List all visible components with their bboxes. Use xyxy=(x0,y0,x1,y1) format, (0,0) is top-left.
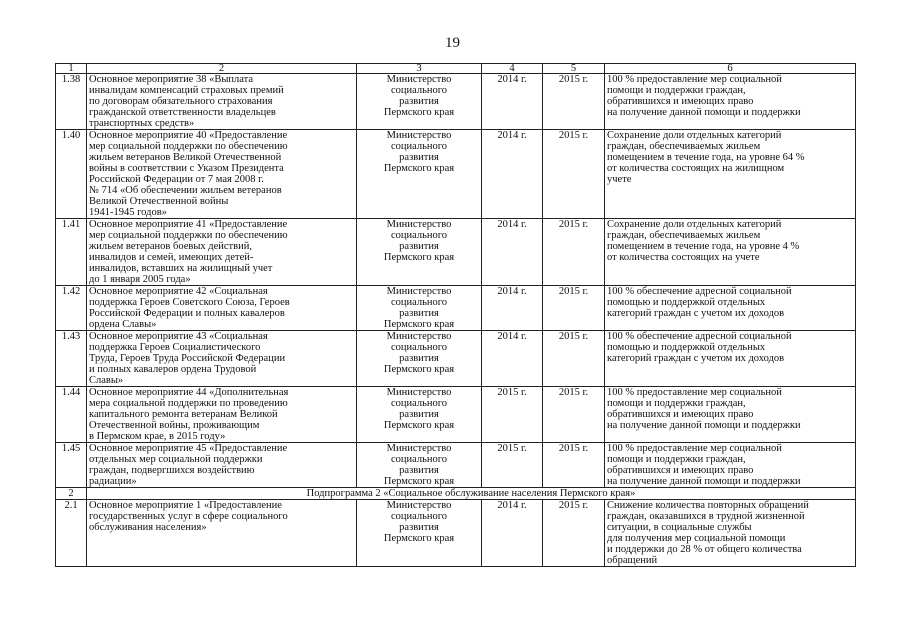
start-year: 2014 г. xyxy=(482,500,543,567)
executor: Министерство социального развития Пермского края xyxy=(357,387,482,443)
measure-name: Основное мероприятие 45 «Предоставление отдельных мер социальной поддержки граждан, подвергшихся воздействию радиации» xyxy=(87,443,357,488)
subprogram-title: Подпрограмма 2 «Социальное обслуживание населения Пермского края» xyxy=(87,488,856,500)
end-year: 2015 г. xyxy=(543,331,605,387)
column-number-row xyxy=(56,64,856,74)
table-row xyxy=(56,500,856,567)
measure-name: Основное мероприятие 1 «Предоставление государственных услуг в сфере социального обслуживания населения» xyxy=(87,500,357,567)
start-year: 2014 г. xyxy=(482,286,543,331)
executor: Министерство социального развития Пермского края xyxy=(357,443,482,488)
measures-table xyxy=(55,63,856,567)
end-year: 2015 г. xyxy=(543,443,605,488)
measure-number: 1.41 xyxy=(56,219,87,286)
table-row xyxy=(56,387,856,443)
end-year: 2015 г. xyxy=(543,387,605,443)
table-row xyxy=(56,219,856,286)
table-row xyxy=(56,286,856,331)
subprogram-row xyxy=(56,488,856,500)
expected-result: 100 % обеспечение адресной социальной помощью и поддержкой отдельных категорий граждан с учетом их доходов xyxy=(605,331,856,387)
start-year: 2014 г. xyxy=(482,219,543,286)
column-header: 3 xyxy=(357,64,482,74)
executor: Министерство социального развития Пермского края xyxy=(357,219,482,286)
measure-number: 1.42 xyxy=(56,286,87,331)
start-year: 2015 г. xyxy=(482,443,543,488)
table-row xyxy=(56,130,856,219)
expected-result: Сохранение доли отдельных категорий граждан, обеспечиваемых жильем помещением в течение года, на уровне 4 % от количества состоящих на учете xyxy=(605,219,856,286)
executor: Министерство социального развития Пермского края xyxy=(357,74,482,130)
end-year: 2015 г. xyxy=(543,74,605,130)
expected-result: 100 % предоставление мер социальной помощи и поддержки граждан, обратившихся и имеющих право на получение данной помощи и поддержки xyxy=(605,443,856,488)
measure-number: 1.38 xyxy=(56,74,87,130)
executor: Министерство социального развития Пермского края xyxy=(357,331,482,387)
column-header: 4 xyxy=(482,64,543,74)
column-header: 5 xyxy=(543,64,605,74)
expected-result: 100 % предоставление мер социальной помощи и поддержки граждан, обратившихся и имеющих право на получение данной помощи и поддержки xyxy=(605,387,856,443)
measure-name: Основное мероприятие 40 «Предоставление мер социальной поддержки по обеспечению жильем ветеранов Великой Отечественной войны в соответствии с Указом Президента Российской Федерации от 7 мая 2008 г. № 714 «Об обеспечении жильем ветеранов Великой Отечественной войны 1941-1945 годов» xyxy=(87,130,357,219)
measure-number: 2.1 xyxy=(56,500,87,567)
end-year: 2015 г. xyxy=(543,500,605,567)
measure-number: 1.45 xyxy=(56,443,87,488)
start-year: 2014 г. xyxy=(482,74,543,130)
start-year: 2014 г. xyxy=(482,331,543,387)
start-year: 2014 г. xyxy=(482,130,543,219)
measure-name: Основное мероприятие 44 «Дополнительная мера социальной поддержки по проведению капитального ремонта ветеранам Великой Отечественной войны, проживающим в Пермском крае, в 2015 году» xyxy=(87,387,357,443)
expected-result: 100 % предоставление мер социальной помощи и поддержки граждан, обратившихся и имеющих право на получение данной помощи и поддержки xyxy=(605,74,856,130)
executor: Министерство социального развития Пермского края xyxy=(357,130,482,219)
measure-name: Основное мероприятие 43 «Социальная поддержка Героев Социалистического Труда, Героев Труда Российской Федерации и полных кавалеров ордена Трудовой Славы» xyxy=(87,331,357,387)
measure-name: Основное мероприятие 41 «Предоставление мер социальной поддержки по обеспечению жильем ветеранов боевых действий, инвалидов и семей, имеющих детей- инвалидов, вставших на жилищный учет до 1 января 2005 года» xyxy=(87,219,357,286)
end-year: 2015 г. xyxy=(543,219,605,286)
page-number: 19 xyxy=(445,35,460,51)
subprogram-number: 2 xyxy=(56,488,87,500)
measure-number: 1.44 xyxy=(56,387,87,443)
start-year: 2015 г. xyxy=(482,387,543,443)
measure-name: Основное мероприятие 38 «Выплата инвалидам компенсаций страховых премий по договорам обязательного страхования гражданской ответственности владельцев транспортных средств» xyxy=(87,74,357,130)
measure-name: Основное мероприятие 42 «Социальная поддержка Героев Советского Союза, Героев Российской Федерации и полных кавалеров ордена Славы» xyxy=(87,286,357,331)
column-header: 2 xyxy=(87,64,357,74)
column-header: 6 xyxy=(605,64,856,74)
expected-result: Снижение количества повторных обращений граждан, оказавшихся в трудной жизненной ситуации, в социальные службы для получения мер социальной помощи и поддержки до 28 % от общего количества обращений xyxy=(605,500,856,567)
measure-number: 1.43 xyxy=(56,331,87,387)
table-row xyxy=(56,443,856,488)
column-header: 1 xyxy=(56,64,87,74)
table-row xyxy=(56,331,856,387)
executor: Министерство социального развития Пермского края xyxy=(357,286,482,331)
table-row xyxy=(56,74,856,130)
expected-result: Сохранение доли отдельных категорий граждан, обеспечиваемых жильем помещением в течение года, на уровне 64 % от количества состоящих на жилищном учете xyxy=(605,130,856,219)
executor: Министерство социального развития Пермского края xyxy=(357,500,482,567)
expected-result: 100 % обеспечение адресной социальной помощью и поддержкой отдельных категорий граждан с учетом их доходов xyxy=(605,286,856,331)
end-year: 2015 г. xyxy=(543,286,605,331)
end-year: 2015 г. xyxy=(543,130,605,219)
measure-number: 1.40 xyxy=(56,130,87,219)
